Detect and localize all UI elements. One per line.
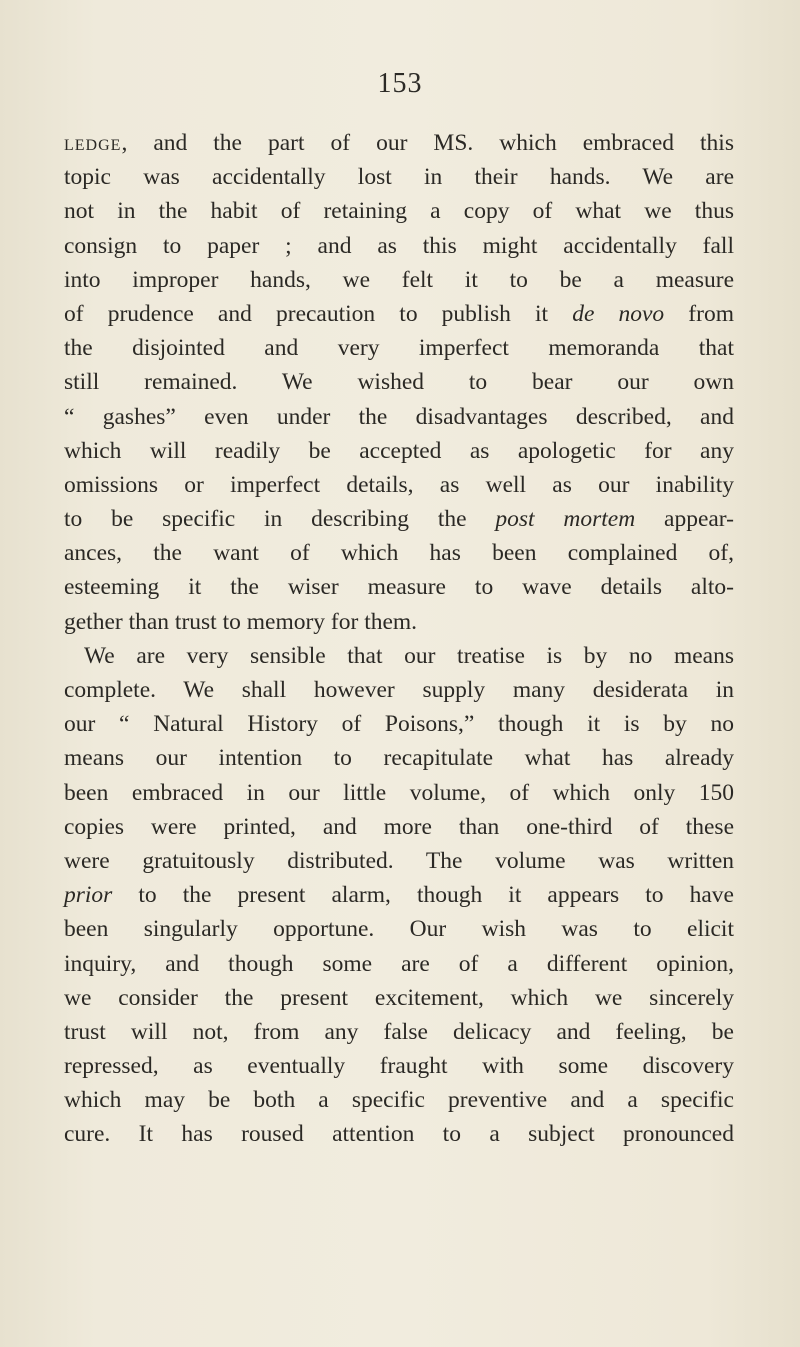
text-line: omissions or imperfect details, as well as our inability xyxy=(64,471,734,498)
text-line: cure. It has roused attention to a subject pronounced xyxy=(64,1121,734,1148)
text-line: which will readily be accepted as apologetic for any xyxy=(64,437,734,464)
text-line: ledge, and the part of our MS. which embraced this xyxy=(64,130,734,156)
text-line: trust will not, from any false delicacy and feeling, be xyxy=(64,1018,734,1045)
text-line: to be specific in describing the post mortem appear- xyxy=(64,506,734,533)
text-line: topic was accidentally lost in their hands. We are xyxy=(64,164,734,191)
text-line: ances, the want of which has been complained of, xyxy=(64,540,734,567)
text-line: our “ Natural History of Poisons,” though it is by no xyxy=(64,711,734,738)
text-line: been embraced in our little volume, of which only 150 xyxy=(64,779,734,806)
text-line: been singularly opportune. Our wish was to elicit xyxy=(64,916,734,943)
text-line: complete. We shall however supply many desiderata in xyxy=(64,677,734,703)
text-line: consign to paper ; and as this might accidentally fall xyxy=(64,232,734,259)
text-line: copies were printed, and more than one-third of these xyxy=(64,813,734,840)
body-text xyxy=(64,126,734,1152)
text-line: were gratuitously distributed. The volume was written xyxy=(64,847,734,874)
text-line: of prudence and precaution to publish it de novo from xyxy=(64,300,734,327)
text-line: prior to the present alarm, though it appears to have xyxy=(64,882,734,909)
text-line: We are very sensible that our treatise is by no means xyxy=(84,642,734,669)
text-line: gether than trust to memory for them. xyxy=(64,608,418,635)
page-number: 153 xyxy=(377,68,423,99)
text-line: means our intention to recapitulate what has already xyxy=(64,745,734,772)
text-line: inquiry, and though some are of a different opinion, xyxy=(64,950,734,977)
text-line: which may be both a specific preventive and a specific xyxy=(64,1087,734,1114)
text-line: not in the habit of retaining a copy of what we thus xyxy=(64,198,734,225)
text-line: we consider the present excitement, which we sincerely xyxy=(64,984,734,1011)
text-line: repressed, as eventually fraught with some discovery xyxy=(64,1053,734,1080)
text-line: into improper hands, we felt it to be a measure xyxy=(64,266,734,293)
text-line: esteeming it the wiser measure to wave details alto- xyxy=(64,574,734,601)
text-line: the disjointed and very imperfect memoranda that xyxy=(64,335,734,362)
text-line: still remained. We wished to bear our own xyxy=(64,369,734,396)
text-line: “ gashes” even under the disadvantages described, and xyxy=(64,403,734,430)
